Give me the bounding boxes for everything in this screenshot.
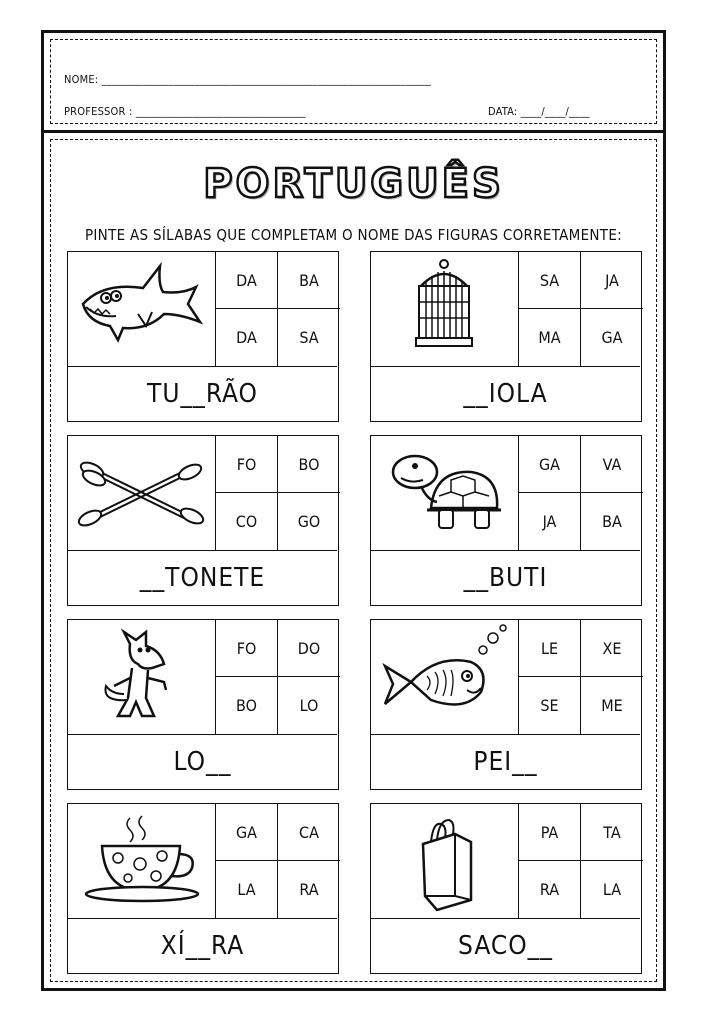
syllable-option[interactable]: SA: [519, 252, 581, 309]
syllable-option[interactable]: GA: [216, 804, 278, 861]
wolf-icon: [68, 620, 214, 732]
picture-cell: [68, 620, 216, 734]
syllable-divider: [216, 676, 340, 677]
picture-cell: [371, 804, 519, 918]
syllable-divider: [519, 860, 643, 861]
syllable-option[interactable]: XE: [581, 620, 643, 677]
syllable-divider: [216, 492, 340, 493]
syllable-option[interactable]: GA: [601, 328, 623, 347]
cotton-swab-icon: [68, 436, 214, 548]
syllable-option[interactable]: JA: [581, 252, 643, 309]
syllable-divider: [519, 492, 643, 493]
word-blank: __BUTI: [371, 550, 640, 605]
syllable-option[interactable]: CA: [278, 804, 340, 861]
syllable-option[interactable]: BO: [278, 436, 340, 493]
syllable-option[interactable]: DA: [216, 309, 278, 366]
name-field[interactable]: NOME: ________________________________________________________________: [64, 73, 432, 86]
syllable-option[interactable]: RA: [299, 880, 319, 899]
syllable-option[interactable]: LA: [216, 861, 278, 918]
word-blank: __IOLA: [371, 366, 640, 421]
exercise-card: [370, 619, 642, 790]
syllable-option[interactable]: CO: [216, 493, 278, 550]
syllable-option[interactable]: BA: [278, 252, 340, 309]
syllable-option[interactable]: LO: [299, 696, 319, 715]
turtle-icon: [371, 436, 517, 548]
exercise-card: [67, 619, 339, 790]
syllable-option[interactable]: FO: [216, 436, 278, 493]
exercise-card: [370, 251, 642, 422]
syllable-divider: [216, 308, 340, 309]
exercise-card: [67, 803, 339, 974]
exercise-card: [67, 435, 339, 606]
syllable-option[interactable]: JA: [519, 493, 581, 550]
syllable-option[interactable]: GO: [297, 512, 321, 531]
word-blank: LO__: [68, 734, 337, 789]
word-blank: TU__RÃO: [68, 366, 337, 421]
exercise-card: [67, 251, 339, 422]
word-blank: __TONETE: [68, 550, 337, 605]
picture-cell: [68, 804, 216, 918]
syllable-option[interactable]: FO: [216, 620, 278, 677]
syllable-option[interactable]: ME: [601, 696, 623, 715]
syllable-option[interactable]: RA: [519, 861, 581, 918]
worksheet-border: [41, 30, 666, 991]
syllable-divider: [519, 308, 643, 309]
syllable-option[interactable]: PA: [519, 804, 581, 861]
exercise-card: [370, 435, 642, 606]
syllable-option[interactable]: LE: [519, 620, 581, 677]
syllable-option[interactable]: BO: [216, 677, 278, 734]
picture-cell: [371, 252, 519, 366]
syllable-option[interactable]: DO: [278, 620, 340, 677]
syllable-option[interactable]: DA: [216, 252, 278, 309]
picture-cell: [371, 436, 519, 550]
instruction-text: PINTE AS SÍLABAS QUE COMPLETAM O NOME DAS FIGURAS CORRETAMENTE:: [84, 226, 623, 244]
date-field[interactable]: DATA: ____/____/____: [488, 105, 590, 118]
picture-cell: [68, 252, 216, 366]
teacup-icon: [68, 804, 214, 916]
page-title: PORTUGUÊS: [203, 161, 504, 207]
fish-icon: [371, 620, 517, 732]
syllable-option[interactable]: LA: [602, 880, 622, 899]
syllable-option[interactable]: BA: [602, 512, 622, 531]
word-blank: PEI__: [371, 734, 640, 789]
syllable-option[interactable]: MA: [519, 309, 581, 366]
syllable-option[interactable]: SE: [519, 677, 581, 734]
syllable-option[interactable]: VA: [581, 436, 643, 493]
syllable-divider: [216, 860, 340, 861]
picture-cell: [371, 620, 519, 734]
picture-cell: [68, 436, 216, 550]
syllable-option[interactable]: GA: [519, 436, 581, 493]
teacher-field[interactable]: PROFESSOR : _________________________________: [64, 105, 306, 118]
syllable-option[interactable]: SA: [299, 328, 319, 347]
word-blank: XÍ__RA: [68, 918, 337, 973]
exercise-card: [370, 803, 642, 974]
word-blank: SACO__: [371, 918, 640, 973]
student-info-header: [44, 33, 663, 133]
paper-bag-icon: [371, 804, 517, 916]
syllable-option[interactable]: TA: [581, 804, 643, 861]
syllable-divider: [519, 676, 643, 677]
birdcage-icon: [371, 252, 517, 364]
shark-icon: [68, 252, 214, 364]
